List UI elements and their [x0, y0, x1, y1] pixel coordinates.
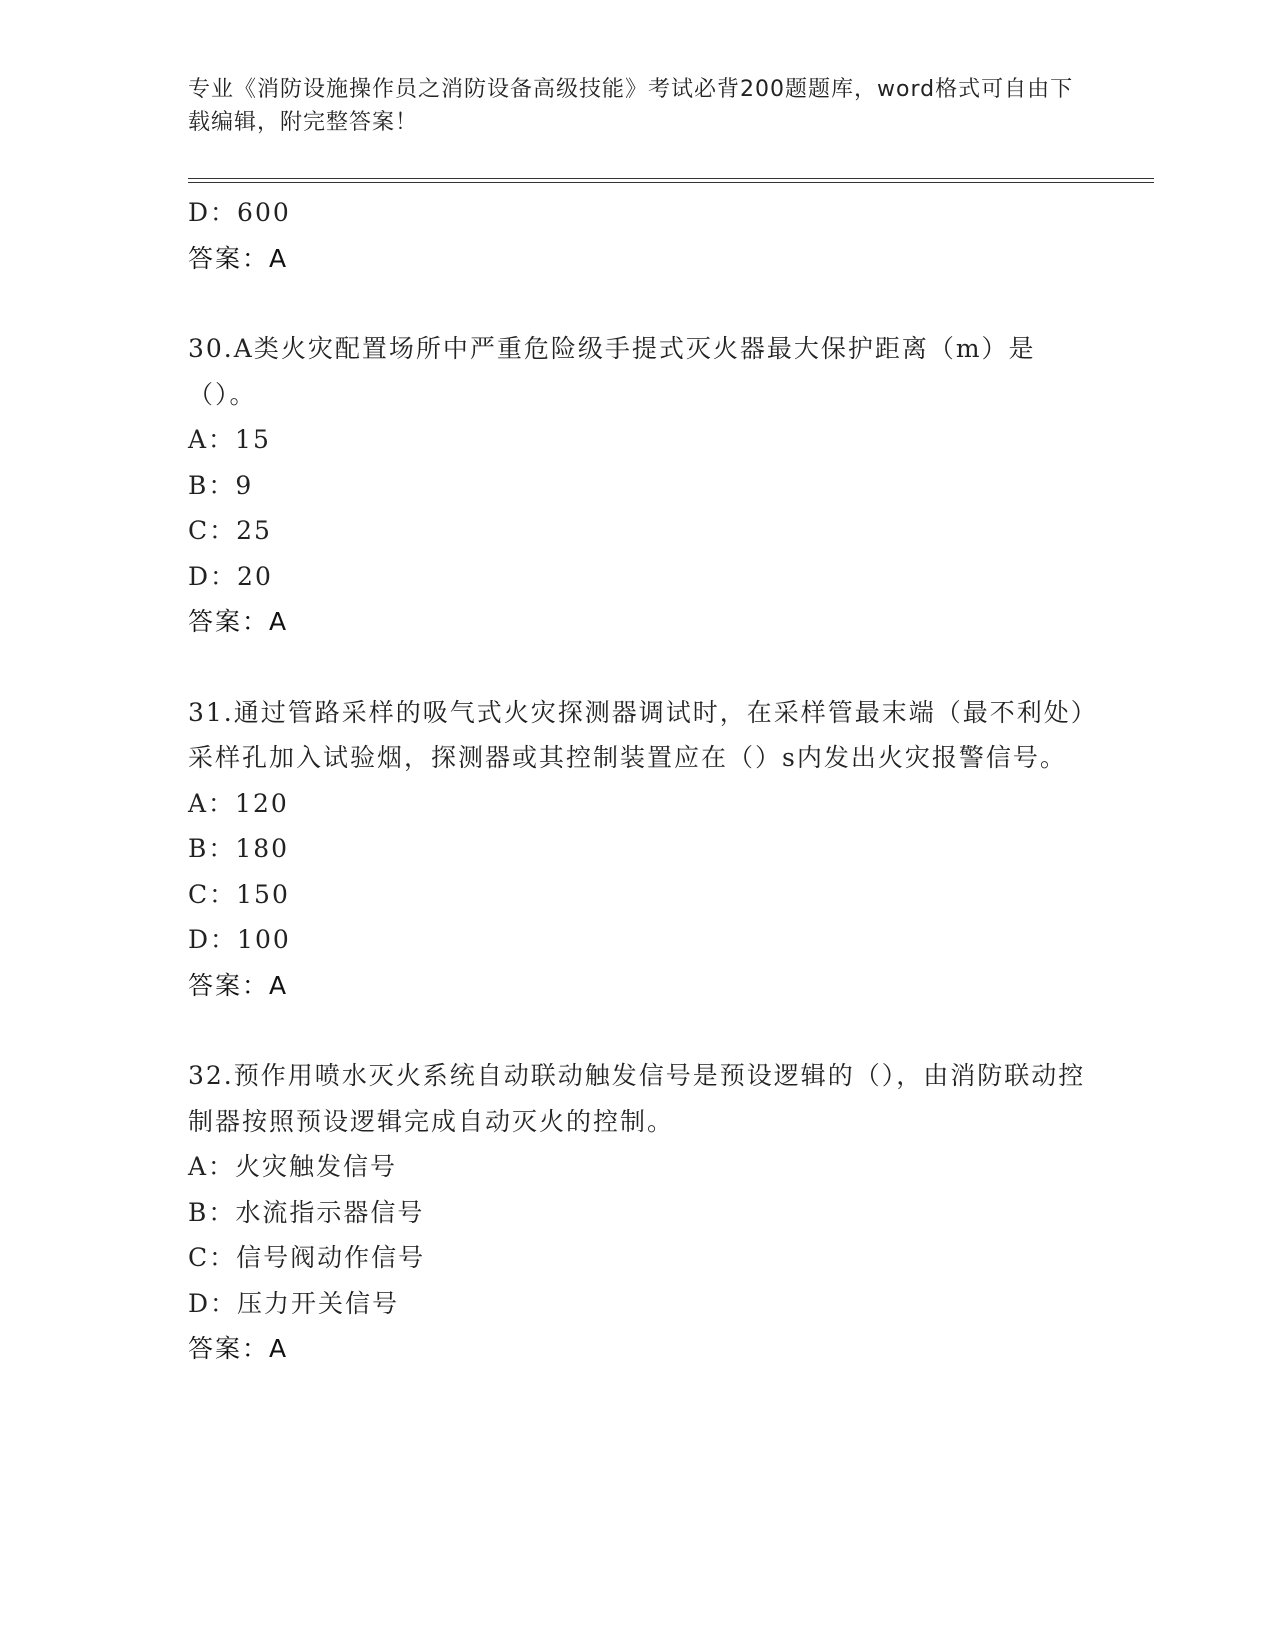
option-b: B：180: [188, 834, 290, 863]
document-header: 专业《消防设施操作员之消防设备高级技能》考试必背200题题库，word格式可自由下载编辑，附完整答案！: [188, 77, 1074, 135]
header-rule-bottom: [188, 182, 1154, 183]
spacer: [188, 1008, 1088, 1053]
option-a: A：火灾触发信号: [188, 1152, 398, 1181]
option-d: D：600: [188, 198, 291, 227]
answer-line: 答案：A: [188, 607, 289, 636]
option-a: A：15: [188, 425, 271, 454]
question-text: 30.A类火灾配置场所中严重危险级手提式灭火器最大保护距离（m）是（）。: [188, 334, 1036, 409]
question-block: [188, 690, 1088, 1009]
option-d: D：压力开关信号: [188, 1288, 400, 1318]
answer-line: 答案：A: [188, 970, 289, 1000]
option-c: C：信号阀动作信号: [188, 1243, 426, 1272]
question-block: [188, 1053, 1088, 1372]
question-text: 31.通过管路采样的吸气式火灾探测器调试时，在采样管最末端（最不利处）采样孔加入试验烟，探测器或其控制装置应在（）s内发出火灾报警信号。: [188, 697, 1086, 772]
answer-line: 答案：A: [188, 243, 289, 273]
option-b: B：9: [188, 470, 254, 500]
question-text: 32.预作用喷水灭火系统自动联动触发信号是预设逻辑的（），由消防联动控制器按照预设逻辑完成自动灭火的控制。: [188, 1061, 1086, 1136]
question-block: [188, 326, 1088, 645]
option-d: D：20: [188, 561, 273, 591]
spacer: [188, 281, 1088, 326]
spacer: [188, 645, 1088, 690]
option-d: D：100: [188, 925, 291, 954]
header-rule-top: [188, 178, 1154, 179]
option-a: A：120: [188, 788, 289, 818]
option-b: B：水流指示器信号: [188, 1197, 425, 1227]
option-c: C：25: [188, 516, 272, 545]
answer-line: 答案：A: [188, 1334, 289, 1363]
option-c: C：150: [188, 879, 290, 909]
question-list: [188, 190, 1088, 1372]
